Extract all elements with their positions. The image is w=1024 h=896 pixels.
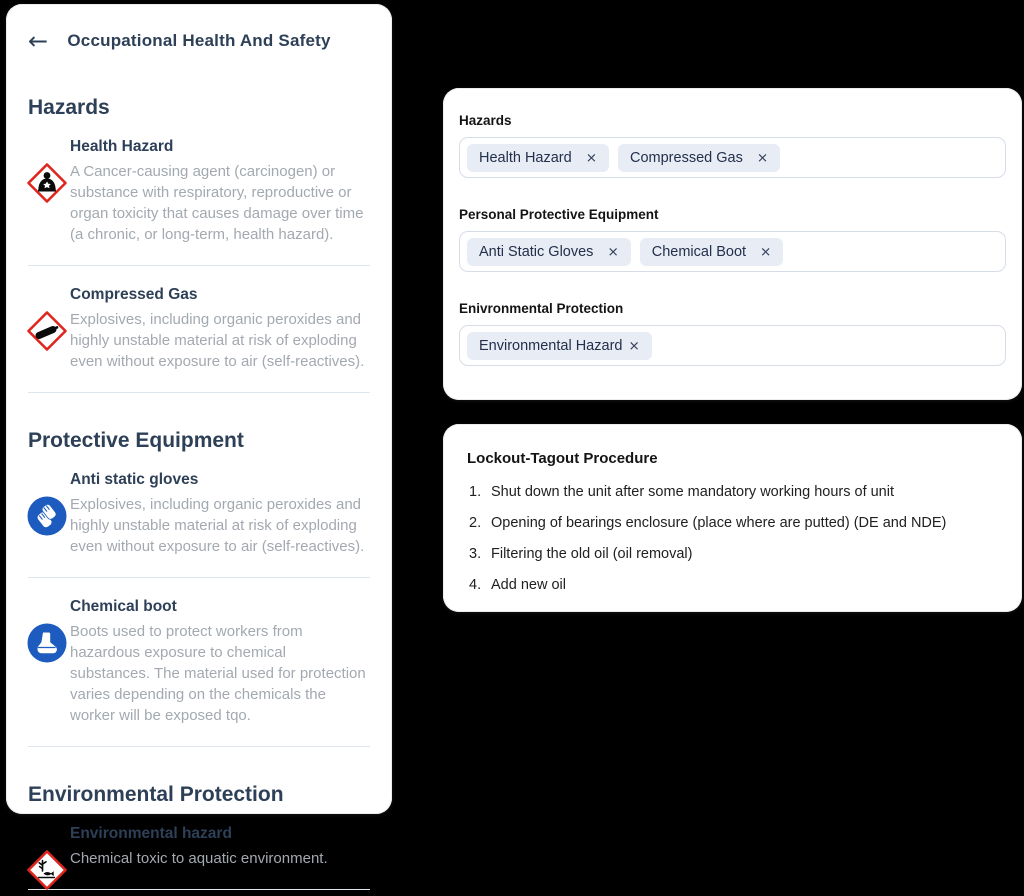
ppe-gloves-icon: [26, 495, 68, 537]
procedure-step: Shut down the unit after some mandatory working hours of unit: [491, 484, 894, 500]
tag-label: Health Hazard: [479, 149, 572, 166]
item-description: Boots used to protect workers from hazardous exposure to chemical substances. The material used for protection varies depending on the chemicals the worker will be exposed tqo.: [70, 623, 366, 724]
tag-label: Chemical Boot: [651, 243, 747, 260]
form-group-hazards: [459, 113, 1006, 178]
health-safety-detail-panel: [6, 4, 392, 867]
panel-header: [28, 27, 370, 55]
item-title: Chemical boot: [70, 598, 177, 615]
procedure-title: Lockout-Tagout Procedure: [467, 450, 658, 467]
list-item-anti-static-gloves: [28, 471, 370, 578]
lockout-tagout-panel: [443, 424, 1022, 612]
procedure-steps: [467, 484, 998, 593]
item-description: Explosives, including organic peroxides and highly unstable material at risk of exploding even without exposure to air (self-reactives).: [70, 496, 365, 555]
item-title: Environmental hazard: [70, 825, 232, 842]
remove-tag-icon[interactable]: ×: [607, 243, 619, 260]
ppe-tag-input[interactable]: [459, 231, 1006, 272]
section-hazards: [28, 96, 370, 393]
field-label: Personal Protective Equipment: [459, 207, 659, 222]
tag-label: Environmental Hazard: [479, 337, 623, 354]
section-protective-equipment: [28, 429, 370, 747]
hazards-tag-input[interactable]: [459, 137, 1006, 178]
back-arrow-icon[interactable]: ←: [28, 30, 62, 52]
ghs-health-hazard-icon: [26, 162, 68, 204]
ghs-compressed-gas-icon: [26, 310, 68, 352]
item-description: Chemical toxic to aquatic environment.: [70, 850, 328, 867]
field-label: Hazards: [459, 113, 512, 128]
item-title: Compressed Gas: [70, 286, 198, 303]
list-item-chemical-boot: [28, 598, 370, 747]
item-title: Health Hazard: [70, 138, 174, 155]
section-heading: Protective Equipment: [28, 429, 244, 452]
environmental-tag-input[interactable]: [459, 325, 1006, 366]
safety-selection-form: [443, 88, 1022, 400]
remove-tag-icon[interactable]: ×: [628, 337, 640, 354]
remove-tag-icon[interactable]: ×: [585, 149, 597, 166]
procedure-step: Opening of bearings enclosure (place where are putted) (DE and NDE): [491, 515, 947, 531]
section-environmental-protection: [28, 783, 370, 890]
procedure-step: Add new oil: [491, 577, 566, 593]
tag-chip[interactable]: [618, 144, 780, 172]
procedure-step: Filtering the old oil (oil removal): [491, 546, 693, 562]
remove-tag-icon[interactable]: ×: [760, 243, 772, 260]
ghs-environmental-hazard-icon: [26, 849, 68, 891]
field-label: Enivronmental Protection: [459, 301, 624, 316]
item-description: A Cancer-causing agent (carcinogen) or substance with respiratory, reproductive or organ toxicity that causes damage over time (a chronic, or long-term, health hazard).: [70, 163, 364, 243]
list-item-environmental-hazard: [28, 825, 370, 890]
list-item-health-hazard: [28, 138, 370, 266]
list-item-compressed-gas: [28, 286, 370, 393]
ppe-boot-icon: [26, 622, 68, 664]
section-heading: Environmental Protection: [28, 783, 284, 806]
tag-label: Anti Static Gloves: [479, 243, 594, 260]
remove-tag-icon[interactable]: ×: [756, 149, 769, 166]
tag-chip[interactable]: [467, 144, 609, 172]
tag-label: Compressed Gas: [630, 149, 743, 166]
form-group-environmental: [459, 301, 1006, 366]
item-title: Anti static gloves: [70, 471, 199, 488]
section-heading: Hazards: [28, 96, 110, 119]
tag-chip[interactable]: [467, 332, 652, 360]
form-group-ppe: [459, 207, 1006, 272]
page-title: Occupational Health And Safety: [67, 31, 331, 50]
tag-chip[interactable]: [467, 238, 631, 266]
item-description: Explosives, including organic peroxides and highly unstable material at risk of exploding even without exposure to air (self-reactives).: [70, 311, 365, 370]
tag-chip[interactable]: [640, 238, 784, 266]
